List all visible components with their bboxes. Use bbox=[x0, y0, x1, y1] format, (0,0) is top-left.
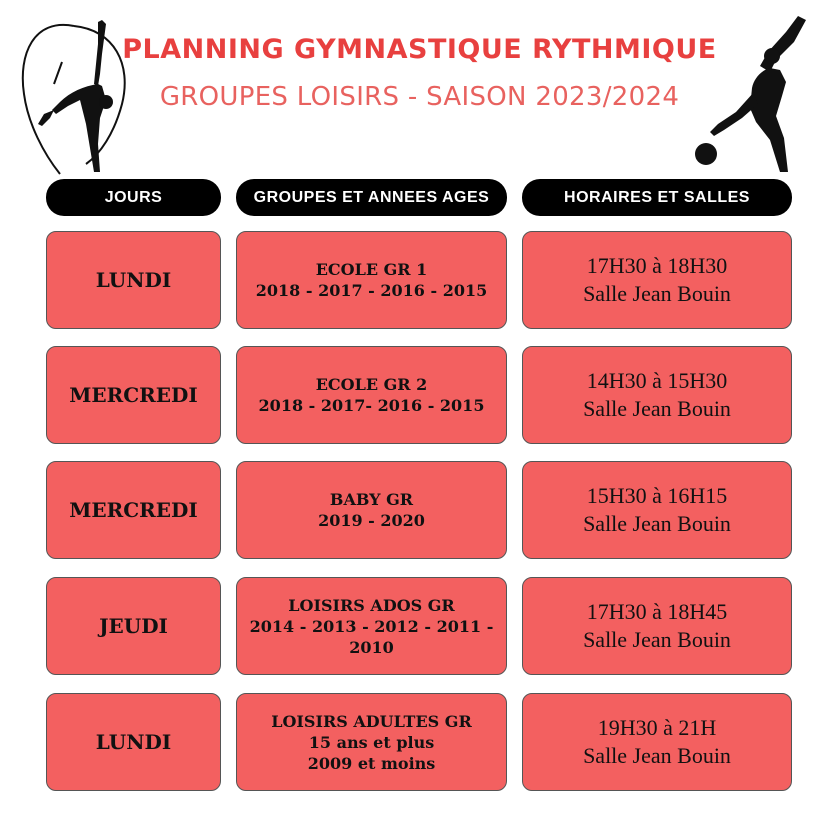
row-2-room: Salle Jean Bouin bbox=[583, 396, 731, 421]
row-5-day: LUNDI bbox=[46, 693, 221, 791]
column-header-days: JOURS bbox=[46, 179, 221, 216]
row-4-group-line-2: 2014 - 2013 - 2012 - 2011 - bbox=[249, 616, 494, 636]
row-1-group-line-1: ECOLE GR 1 bbox=[315, 260, 428, 279]
row-3-group bbox=[236, 461, 507, 559]
row-5-group-line-3: 2009 et moins bbox=[307, 753, 436, 773]
row-4-time: 17H30 à 18H45 bbox=[586, 599, 728, 624]
page-subtitle: GROUPES LOISIRS - SAISON 2023/2024 bbox=[159, 82, 680, 112]
row-3-room: Salle Jean Bouin bbox=[583, 511, 731, 536]
column-header-schedules: HORAIRES ET SALLES bbox=[522, 179, 792, 216]
row-1-group-line-2: 2018 - 2017 - 2016 - 2015 bbox=[255, 281, 488, 300]
row-5-group bbox=[236, 693, 507, 791]
row-2-day: MERCREDI bbox=[46, 346, 221, 444]
row-3-group-line-2: 2019 - 2020 bbox=[318, 511, 425, 530]
row-3-day: MERCREDI bbox=[46, 461, 221, 559]
row-1-room: Salle Jean Bouin bbox=[583, 281, 731, 306]
row-1-time: 17H30 à 18H30 bbox=[586, 253, 728, 278]
row-4-day: JEUDI bbox=[46, 577, 221, 675]
row-1-day: LUNDI bbox=[46, 231, 221, 329]
column-header-groups: GROUPES ET ANNEES AGES bbox=[236, 179, 507, 216]
row-4-group-line-1: LOISIRS ADOS GR bbox=[288, 595, 455, 615]
row-2-time: 14H30 à 15H30 bbox=[586, 368, 728, 393]
row-5-group-line-1: LOISIRS ADULTES GR bbox=[271, 711, 472, 731]
row-1-schedule bbox=[522, 231, 792, 329]
row-4-group bbox=[236, 577, 507, 675]
row-5-schedule bbox=[522, 693, 792, 791]
row-5-time: 19H30 à 21H bbox=[597, 715, 717, 740]
row-2-group bbox=[236, 346, 507, 444]
page-title: PLANNING GYMNASTIQUE RYTHMIQUE bbox=[122, 34, 717, 65]
row-3-group-line-1: BABY GR bbox=[329, 490, 414, 509]
row-5-room: Salle Jean Bouin bbox=[583, 743, 731, 768]
row-3-time: 15H30 à 16H15 bbox=[586, 483, 728, 508]
row-2-group-line-2: 2018 - 2017- 2016 - 2015 bbox=[258, 396, 485, 415]
row-4-group-line-3: 2010 bbox=[349, 637, 394, 657]
row-3-schedule bbox=[522, 461, 792, 559]
row-5-group-line-2: 15 ans et plus bbox=[308, 732, 435, 752]
row-1-group bbox=[236, 231, 507, 329]
row-2-group-line-1: ECOLE GR 2 bbox=[315, 375, 428, 394]
row-4-room: Salle Jean Bouin bbox=[583, 627, 731, 652]
row-4-schedule bbox=[522, 577, 792, 675]
row-2-schedule bbox=[522, 346, 792, 444]
